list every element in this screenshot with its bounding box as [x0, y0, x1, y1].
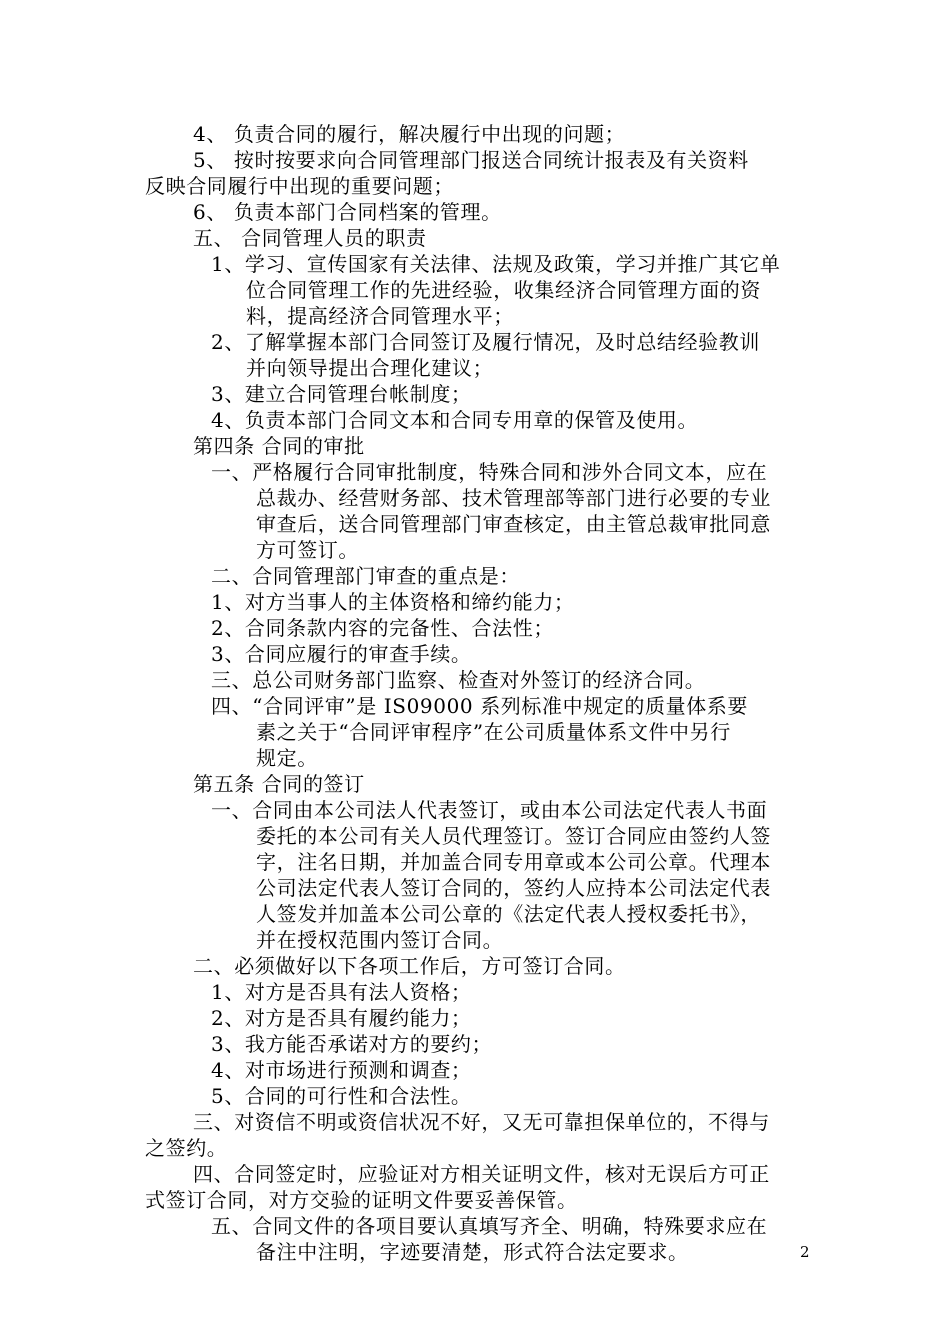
text-line: 之签约。	[145, 1136, 228, 1160]
text-line: 6、 负责本部门合同档案的管理。	[193, 200, 502, 224]
text-line: 二、必须做好以下各项工作后，方可签订合同。	[193, 954, 626, 978]
text-line: 2、对方是否具有履约能力；	[211, 1006, 472, 1030]
text-line: 字，注名日期，并加盖合同专用章或本公司公章。代理本	[256, 850, 771, 874]
article-heading: 第四条 合同的审批	[193, 434, 365, 458]
text-line: 并向领导提出合理化建议；	[246, 356, 494, 380]
text-line: 1、学习、宣传国家有关法律、法规及政策，学习并推广其它单	[211, 252, 781, 276]
text-line: 并在授权范围内签订合同。	[256, 928, 504, 952]
text-line: 5、合同的可行性和合法性。	[211, 1084, 472, 1108]
text-line: 方可签订。	[256, 538, 359, 562]
text-line: 审查后，送合同管理部门审查核定，由主管总裁审批同意	[256, 512, 771, 536]
text-line: 总裁办、经营财务部、技术管理部等部门进行必要的专业	[256, 486, 771, 510]
text-line: 备注中注明，字迹要清楚，形式符合法定要求。	[256, 1240, 689, 1264]
text-line: 3、建立合同管理台帐制度；	[211, 382, 472, 406]
section-heading: 五、 合同管理人员的职责	[193, 226, 427, 250]
text-line: 4、负责本部门合同文本和合同专用章的保管及使用。	[211, 408, 699, 432]
text-line: 三、对资信不明或资信状况不好，又无可靠担保单位的，不得与	[193, 1110, 770, 1134]
text-line: 1、对方当事人的主体资格和缔约能力；	[211, 590, 575, 614]
text-line: 规定。	[256, 746, 318, 770]
text-line: 人签发并加盖本公司公章的《法定代表人授权委托书》，	[256, 902, 761, 926]
text-line: 2、合同条款内容的完备性、合法性；	[211, 616, 554, 640]
text-line: 二、合同管理部门审查的重点是：	[211, 564, 520, 588]
text-line: 位合同管理工作的先进经验，收集经济合同管理方面的资	[246, 278, 761, 302]
text-line: 3、我方能否承诺对方的要约；	[211, 1032, 493, 1056]
text-line: 一、严格履行合同审批制度，特殊合同和涉外合同文本，应在	[211, 460, 768, 484]
text-line: 3、合同应履行的审查手续。	[211, 642, 472, 666]
text-line: 2、了解掌握本部门合同签订及履行情况，及时总结经验教训	[211, 330, 760, 354]
text-line: 素之关于“合同评审程序”在公司质量体系文件中另行	[256, 720, 731, 744]
text-line: 四、“合同评审”是 IS09000 系列标准中规定的质量体系要	[211, 694, 748, 718]
article-heading: 第五条 合同的签订	[193, 772, 365, 796]
text-line: 一、合同由本公司法人代表签订，或由本公司法定代表人书面	[211, 798, 768, 822]
page-number: 2	[800, 1243, 810, 1261]
text-line: 5、 按时按要求向合同管理部门报送合同统计报表及有关资料	[193, 148, 749, 172]
text-line: 五、合同文件的各项目要认真填写齐全、明确，特殊要求应在	[211, 1214, 768, 1238]
text-line: 1、对方是否具有法人资格；	[211, 980, 472, 1004]
text-line: 委托的本公司有关人员代理签订。签订合同应由签约人签	[256, 824, 771, 848]
text-line: 四、合同签定时，应验证对方相关证明文件，核对无误后方可正	[193, 1162, 770, 1186]
text-line: 式签订合同，对方交验的证明文件要妥善保管。	[145, 1188, 578, 1212]
text-line: 公司法定代表人签订合同的，签约人应持本公司法定代表	[256, 876, 771, 900]
text-line: 三、总公司财务部门监察、检查对外签订的经济合同。	[211, 668, 706, 692]
text-line: 4、 负责合同的履行，解决履行中出现的问题；	[193, 122, 626, 146]
text-line: 反映合同履行中出现的重要问题；	[145, 174, 454, 198]
text-line: 料，提高经济合同管理水平；	[246, 304, 514, 328]
text-line: 4、对市场进行预测和调查；	[211, 1058, 472, 1082]
